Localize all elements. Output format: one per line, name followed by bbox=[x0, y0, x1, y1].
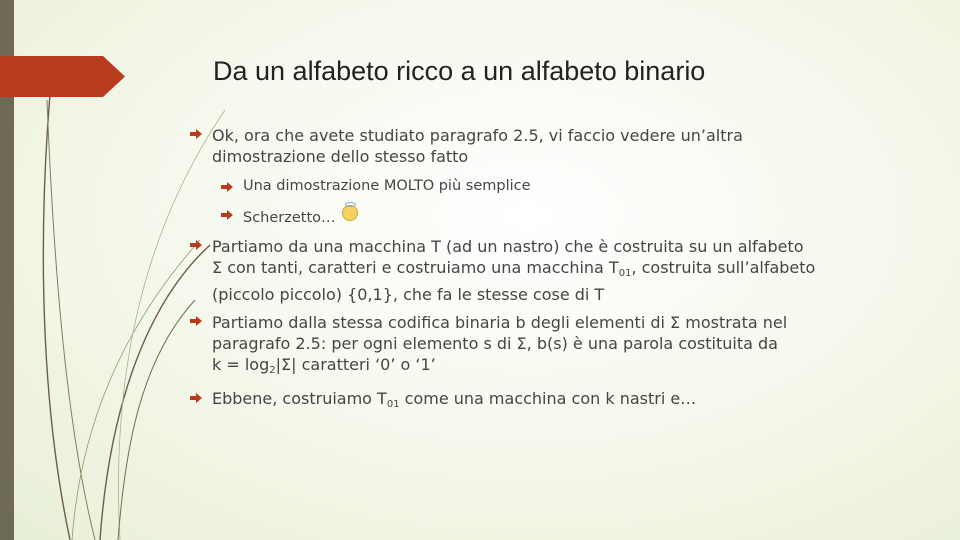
bullet-2-line-1: Partiamo da una macchina T (ad un nastro) che è costruita su un alfabeto bbox=[212, 237, 804, 256]
bullet-3-line-2: paragrafo 2.5: per ogni elemento s di Σ, b(s) è una parola costituita da bbox=[212, 334, 778, 353]
angel-smiley-icon bbox=[342, 205, 358, 221]
slide-title: Da un alfabeto ricco a un alfabeto binario bbox=[213, 56, 706, 86]
arrow-bullet-icon bbox=[190, 316, 202, 326]
arrow-bullet-icon bbox=[190, 240, 202, 250]
sub-bullet-1 bbox=[243, 177, 531, 196]
arrow-bullet-icon bbox=[221, 182, 233, 192]
bullet-4-text-b: come una macchina con k nastri e… bbox=[399, 389, 697, 408]
subscript: 01 bbox=[386, 399, 400, 410]
bullet-2-line-2b: , costruita sull’alfabeto bbox=[631, 258, 816, 277]
bullet-3-line-3b: |Σ| caratteri ‘0’ o ‘1’ bbox=[275, 355, 436, 374]
bullet-1-line-1: Ok, ora che avete studiato paragrafo 2.5, vi faccio vedere un’altra bbox=[212, 126, 743, 145]
sub-bullet-1-text: Una dimostrazione MOLTO più semplice bbox=[243, 178, 531, 194]
bullet-1 bbox=[212, 125, 743, 167]
bullet-3 bbox=[212, 312, 787, 381]
bullet-2-line-2 bbox=[212, 257, 815, 284]
bullet-3-line-3 bbox=[212, 354, 787, 381]
bullet-4 bbox=[212, 388, 696, 415]
sub-bullet-2 bbox=[243, 205, 358, 228]
bullet-3-line-3a: k = log bbox=[212, 355, 270, 374]
sub-bullet-2-text: Scherzetto… bbox=[243, 210, 336, 226]
arrow-bullet-icon bbox=[190, 393, 202, 403]
bullet-4-text-a: Ebbene, costruiamo T bbox=[212, 389, 387, 408]
bullet-2 bbox=[212, 236, 815, 305]
subscript: 01 bbox=[618, 268, 632, 279]
bullet-1-line-2: dimostrazione dello stesso fatto bbox=[212, 147, 469, 166]
bullet-3-line-1: Partiamo dalla stessa codifica binaria b degli elementi di Σ mostrata nel bbox=[212, 313, 788, 332]
arrow-bullet-icon bbox=[190, 129, 202, 139]
bullet-2-line-3: (piccolo piccolo) {0,1}, che fa le stesse cose di T bbox=[212, 285, 605, 304]
bullet-2-line-2a: Σ con tanti, caratteri e costruiamo una macchina T bbox=[212, 258, 619, 277]
arrow-bullet-icon bbox=[221, 210, 233, 220]
bullet-4-line bbox=[212, 388, 696, 415]
subscript: 2 bbox=[269, 365, 276, 376]
